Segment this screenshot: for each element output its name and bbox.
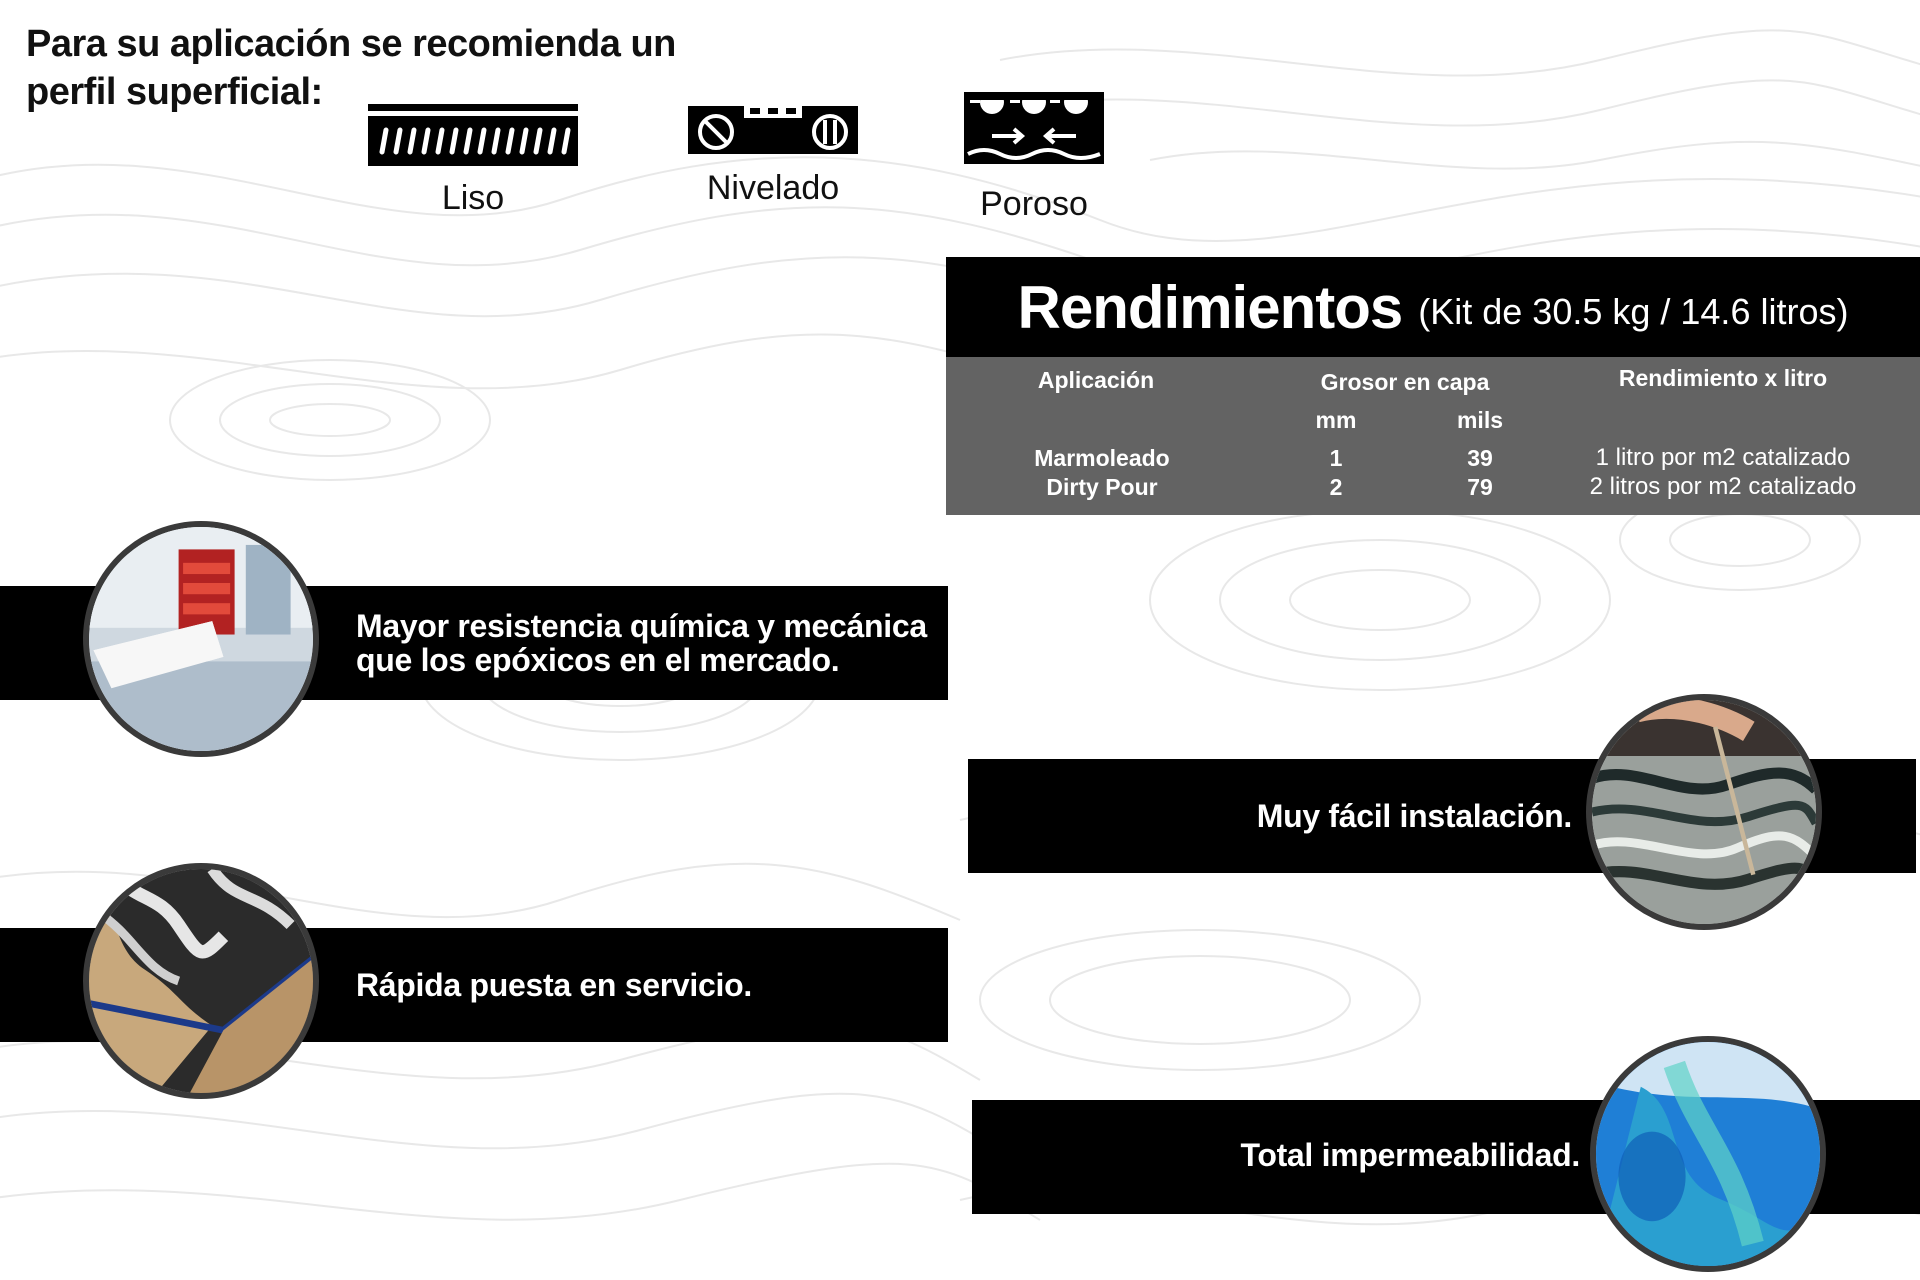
col-header-grosor: Grosor en capa [1320, 369, 1490, 395]
blue-resin-photo [1590, 1036, 1826, 1272]
rendimientos-table [946, 357, 1920, 515]
profile-nivelado [678, 104, 868, 208]
profile-label-liso: Liso [441, 179, 505, 217]
liso-profile-icon [368, 153, 578, 170]
row1-mils: 39 [1467, 445, 1493, 471]
resin-table-photo [83, 863, 319, 1099]
feature-text-servicio: Rápida puesta en servicio. [356, 967, 752, 1003]
profile-poroso [960, 92, 1108, 224]
row2-aplicacion: Dirty Pour [1046, 474, 1158, 500]
marbling-application-photo [1586, 694, 1822, 930]
rendimientos-title: Rendimientos [1017, 273, 1403, 341]
hospital-room-photo [83, 521, 319, 757]
rendimientos-subtitle: (Kit de 30.5 kg / 14.6 litros) [1418, 291, 1849, 332]
row1-mm: 1 [1329, 445, 1343, 471]
feature-text-resistencia: Mayor resistencia química y mecánica que los epóxicos en el mercado. [356, 608, 927, 678]
profile-liso [368, 104, 578, 218]
rendimientos-header [946, 257, 1920, 357]
feature-text-impermeabilidad: Total impermeabilidad. [1240, 1137, 1580, 1173]
col-header-rendimiento: Rendimiento x litro [1618, 365, 1828, 391]
profile-label-poroso: Poroso [980, 185, 1088, 223]
col-header-mm: mm [1315, 407, 1357, 433]
feature-text-instalacion: Muy fácil instalación. [1256, 798, 1572, 834]
profile-label-nivelado: Nivelado [706, 169, 840, 207]
nivelado-profile-icon [688, 143, 858, 160]
row2-rendimiento: 2 litros por m2 catalizado [1589, 473, 1857, 500]
col-header-aplicacion: Aplicación [1037, 367, 1155, 393]
row1-rendimiento: 1 litro por m2 catalizado [1595, 444, 1851, 471]
row2-mils: 79 [1467, 474, 1493, 500]
application-heading: Para su aplicación se recomienda un perfil superficial: [26, 23, 676, 113]
poroso-profile-icon [964, 159, 1104, 176]
row2-mm: 2 [1329, 474, 1343, 500]
row1-aplicacion: Marmoleado [1034, 445, 1170, 471]
col-header-mils: mils [1456, 407, 1504, 433]
